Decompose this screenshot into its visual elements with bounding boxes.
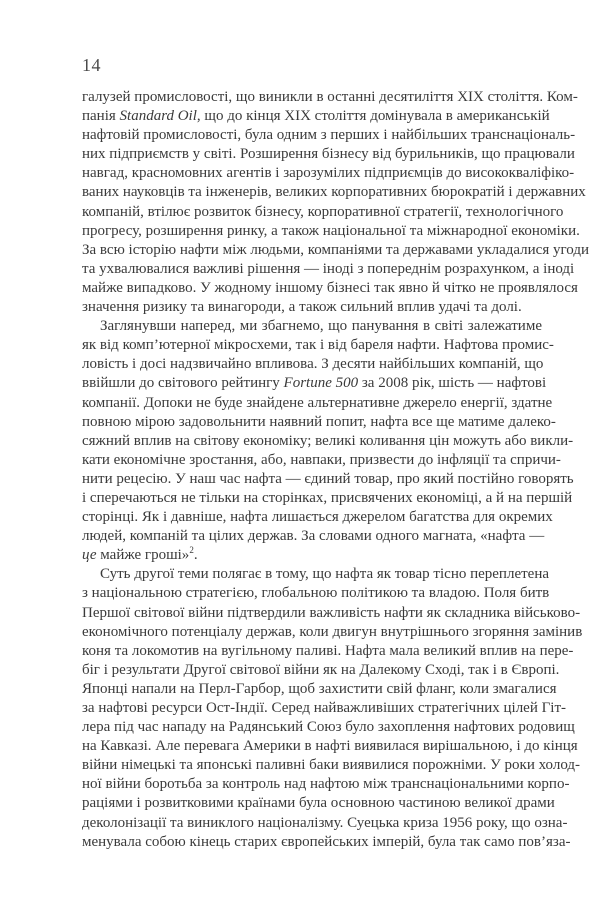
text-segment: Заглянувши наперед, ми збагнемо, що панування в світі залежатиме [100, 318, 542, 335]
text-segment: компаній, втілює розвиток бізнесу, корпоративної стратегії, технологічного [82, 203, 564, 220]
text-segment: з національною стратегією, глобальною політикою та владою. Поля битв [82, 585, 550, 602]
paragraph [82, 88, 589, 317]
text-segment: Японці напали на Перл-Гарбор, щоб захистити свій фланг, коли змагалися [82, 680, 557, 697]
page-number: 14 [82, 55, 101, 75]
text-segment: нити рецесію. У наш час нафта — єдиний товар, про який постійно говорять [82, 470, 574, 487]
text-line [82, 88, 578, 107]
text-segment: раціями і розвитковими країнами була основною частиною великої драми [82, 795, 555, 812]
text-line [82, 260, 575, 279]
text-line [82, 298, 542, 317]
text-segment: майже гроші» [96, 547, 190, 564]
text-line [82, 661, 560, 680]
text-segment: ввійшли до світового рейтингу [82, 375, 284, 392]
text-segment: майже випадково. У жодному іншому бізнесі так явно й чітко не проявлялося [82, 279, 578, 296]
text-segment: сторінці. Як і давніше, нафта лишається джерелом багатства для окремих [82, 509, 553, 526]
text-segment: значення ризику та винагороди, а також сильний вплив удачі та долі. [82, 299, 522, 316]
text-segment: економічного потенціалу держав, коли двигун внутрішнього згоряння замінив [82, 623, 583, 640]
text-segment: за нафтові ресурси Ост-Індії. Серед найважливіших стратегічних цілей Гіт- [82, 700, 566, 716]
text-line [82, 451, 561, 470]
text-segment: ваних науковців та інженерів, великих корпоративних бюрократій і державних [82, 184, 586, 201]
text-line [82, 126, 576, 145]
text-segment: та ухвалювалися важливі рішення — іноді з попереднім розрахунком, а іноді [82, 260, 575, 277]
text-segment: повною мірою задовольнити наявний попит, нафта все ще матиме далеко- [82, 413, 556, 430]
paragraph [82, 565, 583, 851]
text-segment: коня та локомотив на вугільному паливі. Нафта мала великий вплив на пере- [82, 642, 574, 659]
text-line [82, 642, 574, 661]
text-line [82, 203, 564, 222]
text-line [82, 623, 583, 642]
text-segment: . [193, 547, 198, 564]
text-line [82, 317, 542, 336]
text-segment: сяжний вплив на світову економіку; великі коливання цін можуть або викли- [82, 432, 574, 449]
italic-text: Fortune 500 [283, 375, 359, 392]
text-segment: компанії. Допоки не буде знайдене альтернативне джерело енергії, здатне [82, 394, 553, 411]
text-line [82, 107, 550, 126]
text-line [82, 680, 557, 699]
text-line [82, 718, 575, 737]
text-segment: , що до кінця XIX століття домінувала в американській [196, 108, 550, 125]
body-text [82, 88, 589, 852]
text-line [82, 355, 542, 374]
text-line [82, 699, 566, 718]
text-segment: Першої світової війни підтвердили важливість нафти як складника військово- [82, 604, 581, 621]
text-segment: і сперечаються не тільки на сторінках, присвячених економіці, а й на першій [82, 489, 573, 506]
text-line [82, 279, 578, 298]
text-segment: прогресу, розширення ринку, а також національної та міжнародної економіки. [82, 222, 580, 239]
text-line [82, 756, 581, 775]
text-segment: деколонізації та виниклого націоналізму. Суецька криза 1956 року, що озна- [82, 814, 568, 831]
text-line [82, 546, 542, 565]
italic-text: це [82, 547, 97, 564]
text-line [82, 183, 586, 202]
text-line [82, 489, 573, 508]
footnote-marker: 2 [189, 545, 194, 556]
text-segment: людей, компаній та цілих держав. За словами одного магната, «нафта — [82, 528, 545, 545]
text-line [82, 241, 589, 260]
text-segment: лера під час нападу на Радянський Союз було захоплення нафтових родовищ [82, 719, 575, 736]
text-line [82, 737, 578, 756]
text-segment: ної війни боротьба за контроль над нафтою між транснаціональними корпо- [82, 776, 570, 793]
text-line [82, 374, 547, 393]
text-segment: Суть другої теми полягає в тому, що нафта як товар тісно переплетена [100, 566, 550, 583]
text-line [82, 527, 545, 546]
text-line [82, 833, 571, 852]
text-segment: За всю історію нафти між людьми, компаніями та державами укладалися угоди [82, 241, 589, 258]
text-segment: них підприємств у світі. Розширення бізнесу від бурильників, що працювали [82, 146, 575, 163]
text-line [82, 164, 575, 183]
text-segment: біг і результати Другої світової війни як на Далекому Сході, так і в Європі. [82, 661, 560, 678]
text-segment: за 2008 рік, шість — нафтові [358, 375, 547, 392]
text-segment: війни німецькі та японські паливні баки виявилися порожніми. У роки холод- [82, 757, 581, 774]
text-line [82, 604, 581, 623]
text-segment: кати економічне зростання, або, навпаки, призвести до інфляції та спричи- [82, 451, 561, 468]
text-segment: менувала собою кінець старих європейських імперій, була так само пов’яза- [82, 833, 571, 850]
text-line [82, 814, 568, 833]
text-line [82, 470, 574, 489]
text-line [82, 336, 554, 355]
text-segment: панія [82, 108, 120, 125]
text-line [82, 413, 556, 432]
text-line [82, 775, 570, 794]
text-line [82, 432, 574, 451]
text-segment: навгад, красномовних агентів і зарозумілих підприємців до висококваліфіко- [82, 165, 575, 182]
text-line [82, 794, 555, 813]
text-line [82, 222, 580, 241]
text-segment: як від комп’ютерної мікросхеми, так і від бареля нафти. Нафтова промис- [82, 337, 554, 354]
text-line [82, 565, 550, 584]
text-line [82, 145, 575, 164]
text-line [82, 394, 553, 413]
italic-text: Standard Oil [119, 108, 197, 125]
text-segment: нафтовій промисловості, була одним з перших і найбільших транснаціональ- [82, 127, 576, 144]
text-line [82, 508, 553, 527]
text-segment: ловість і досі надзвичайно впливова. З десяти найбільших компаній, що [82, 356, 544, 373]
paragraph [82, 317, 574, 565]
text-segment: на Кавказі. Але перевага Америки в нафті виявилася вирішальною, і до кінця [82, 738, 578, 755]
text-line [82, 584, 550, 603]
text-segment: галузей промисловості, що виникли в останні десятиліття XIX століття. Ком- [82, 89, 578, 105]
